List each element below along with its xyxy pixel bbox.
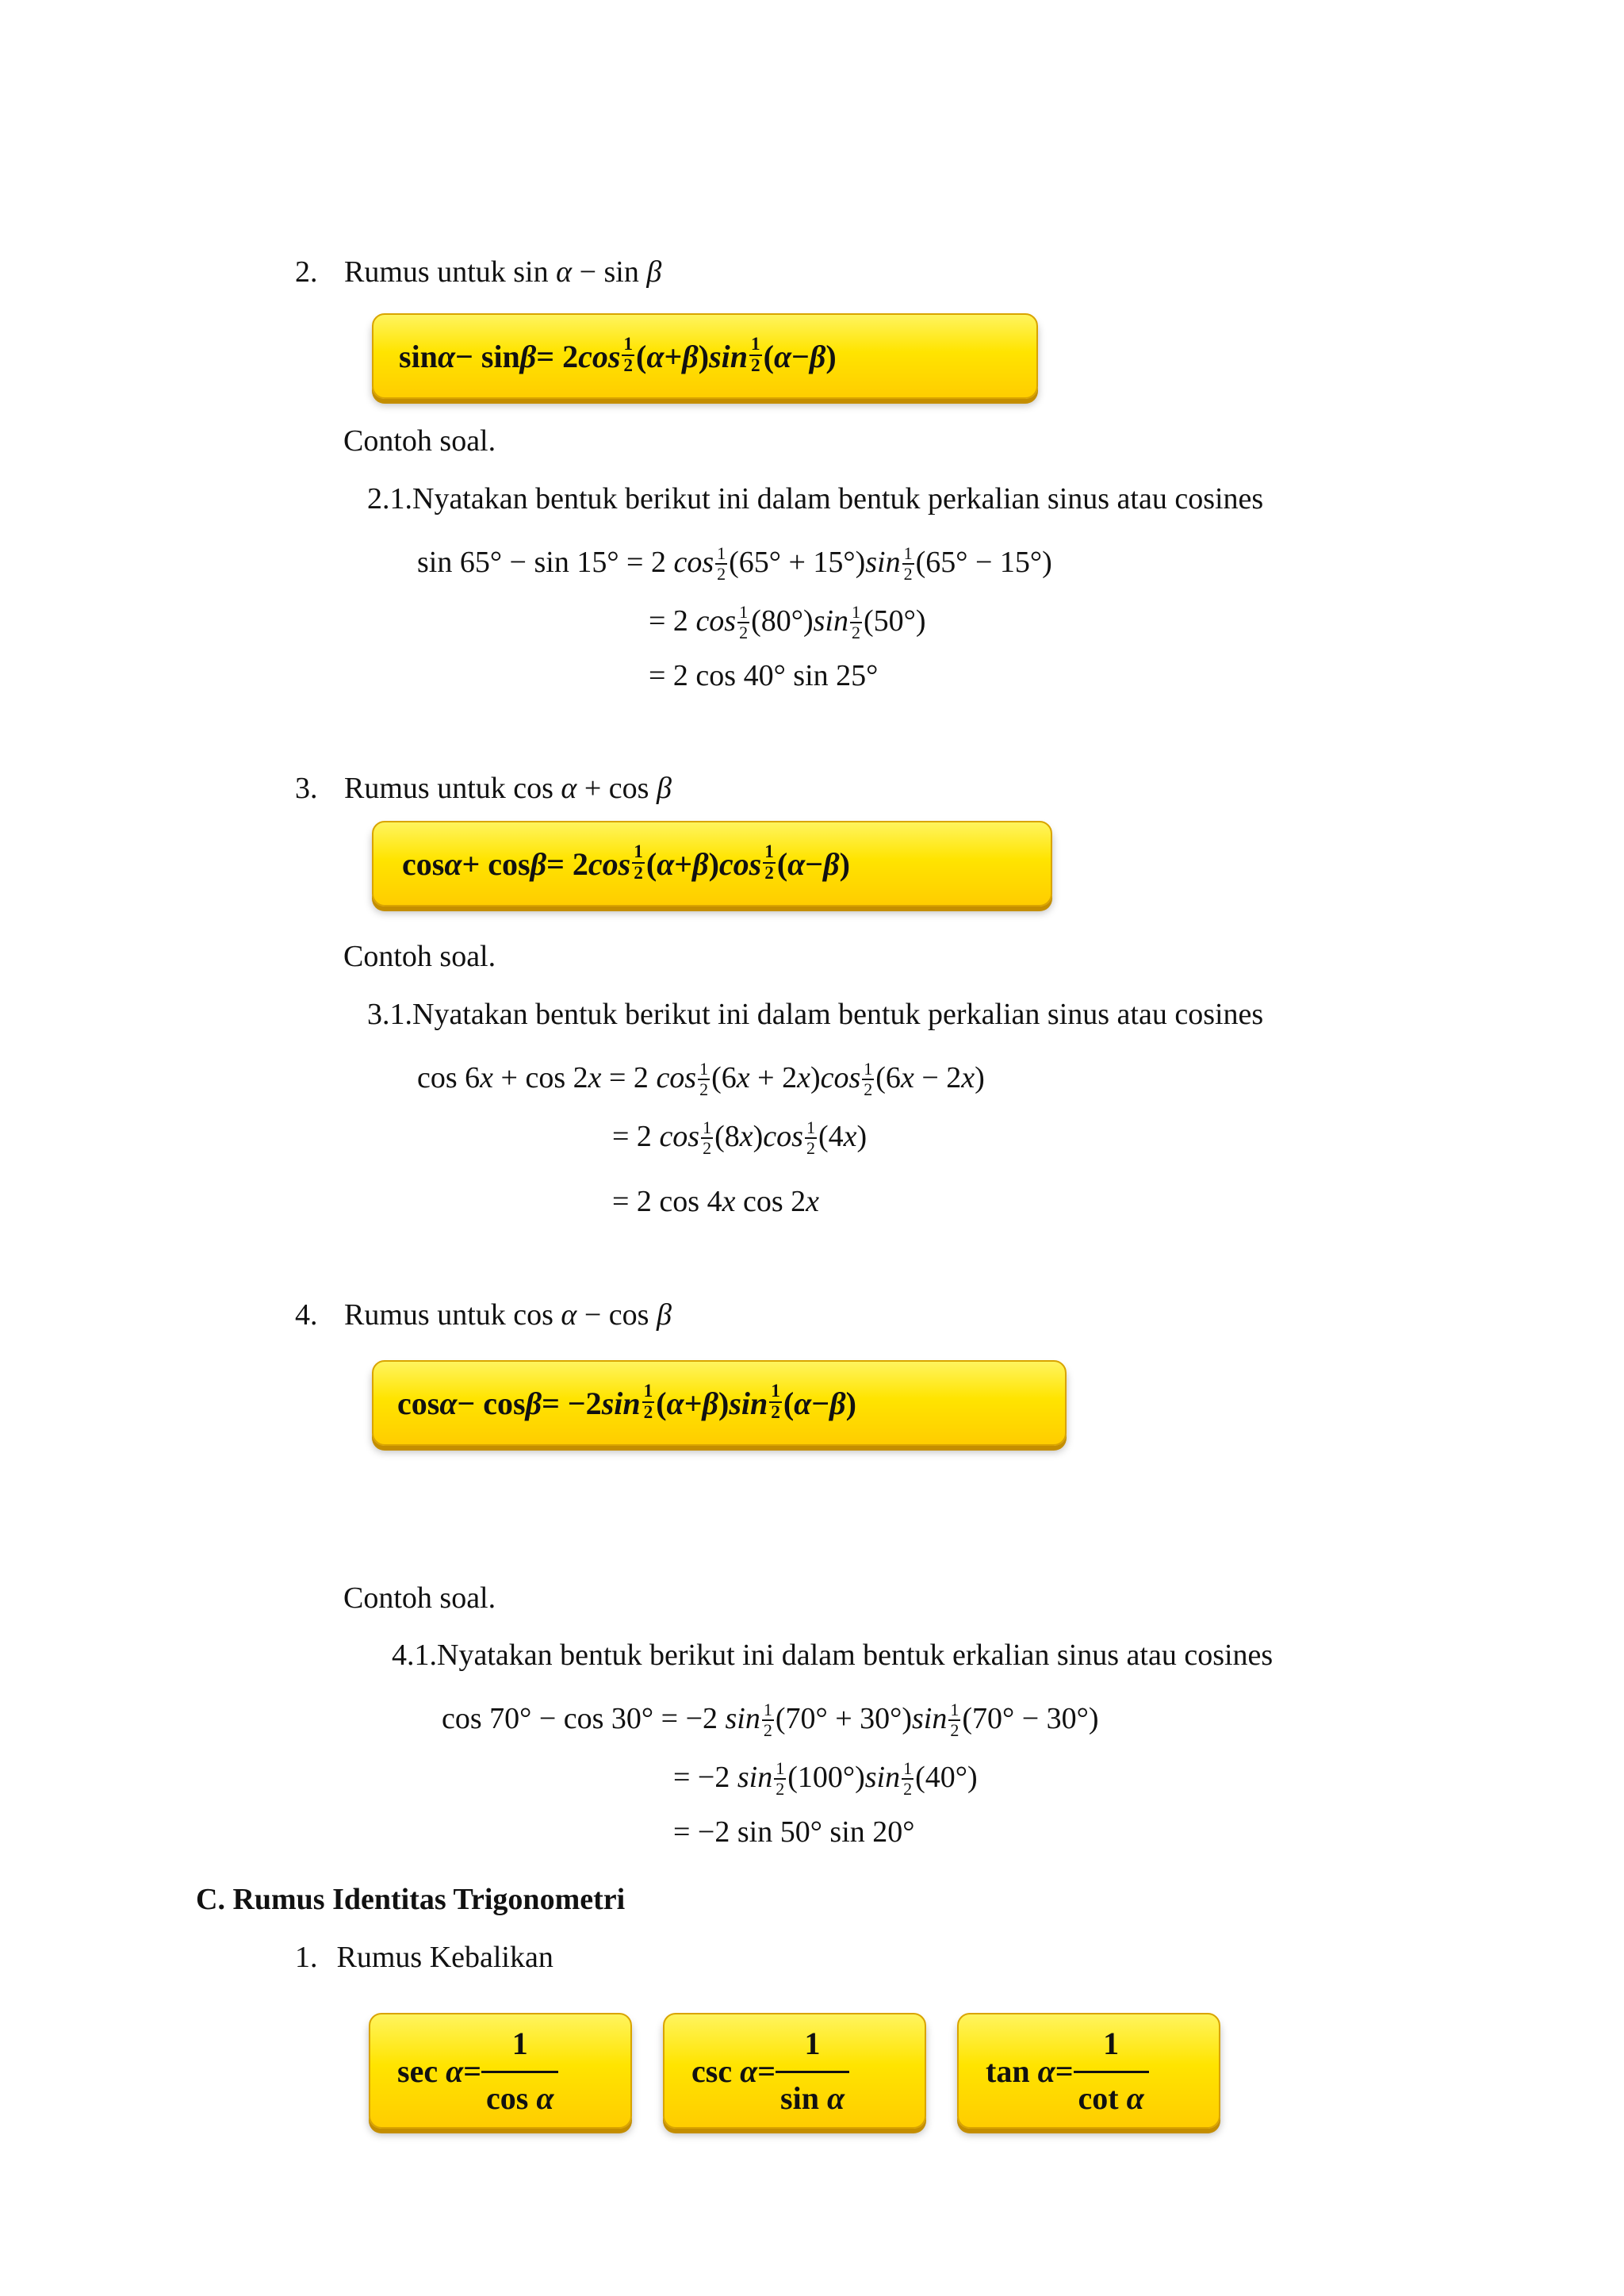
section-c-item-1: 1. Rumus Kebalikan [295, 1941, 553, 1974]
example-3-1-prompt: 3.1.Nyatakan bentuk berikut ini dalam bentuk perkalian sinus atau cosines [367, 998, 1264, 1031]
reciprocal-box-tan: tan α = $\frac{1}{\text{cot α}}$ [957, 2013, 1220, 2129]
fraction-half: $\frac{1}{2}$ [699, 1058, 709, 1099]
example-2-1-line-2: = 2 cos $\frac{1}{2}$ (80°)sin $\frac{1}{2}$ (50°) [649, 601, 926, 642]
fraction-half: $\frac{1}{2}$ [751, 333, 760, 376]
fraction-half: $\frac{1}{2}$ [643, 1380, 653, 1423]
fraction-half: $\frac{1}{2}$ [634, 841, 643, 884]
example-2-1-line-3: = 2 cos 40° sin 25° [649, 659, 879, 692]
contoh-soal-2: Contoh soal. [343, 424, 496, 458]
fraction-half: $\frac{1}{2}$ [703, 1117, 712, 1158]
fraction-half: $\frac{1}{2}$ [851, 601, 860, 642]
item-2-heading: 2. Rumus untuk sin α − sin β [295, 255, 662, 289]
reciprocal-box-sec: sec α = $\frac{1}{\text{cos α}}$ [369, 2013, 632, 2129]
formula-box-cos-plus-cos: cos α + cos β = 2 cos $\frac{1}{2}$ ( α + β ) cos $\frac{1}{2}$ ( α − β ) [372, 821, 1052, 907]
fraction-one-over-sin: $\frac{1}{\text{sin α}}$ [776, 2028, 849, 2114]
formula-box-cos-minus-cos: cos α − cos β = −2 sin $\frac{1}{2}$ ( α + β ) sin $\frac{1}{2}$ ( α − β ) [372, 1360, 1067, 1446]
contoh-soal-3: Contoh soal. [343, 940, 496, 973]
example-3-1-line-2: = 2 cos $\frac{1}{2}$ (8x)cos $\frac{1}{2}$ (4x) [612, 1117, 868, 1158]
fraction-half: $\frac{1}{2}$ [903, 1757, 913, 1799]
fraction-half: $\frac{1}{2}$ [950, 1699, 959, 1740]
item-2-number: 2. [295, 255, 318, 289]
fraction-one-over-cot: $\frac{1}{\text{cot α}}$ [1074, 2028, 1149, 2114]
example-3-1-line-3: = 2 cos 4x cos 2x [612, 1185, 819, 1218]
example-4-1-line-1: cos 70° − cos 30° = −2 sin $\frac{1}{2}$ (70° + 30°)sin $\frac{1}{2}$ (70° − 30°) [442, 1699, 1099, 1740]
contoh-soal-4: Contoh soal. [343, 1581, 496, 1615]
fraction-half: $\frac{1}{2}$ [864, 1058, 873, 1099]
fraction-half: $\frac{1}{2}$ [739, 601, 749, 642]
section-c-title: C. Rumus Identitas Trigonometri [196, 1883, 626, 1916]
fraction-half: $\frac{1}{2}$ [717, 542, 726, 584]
example-4-1-line-3: = −2 sin 50° sin 20° [673, 1815, 915, 1849]
reciprocal-box-csc: csc α = $\frac{1}{\text{sin α}}$ [663, 2013, 926, 2129]
fraction-half: $\frac{1}{2}$ [764, 841, 774, 884]
fraction-half: $\frac{1}{2}$ [771, 1380, 780, 1423]
formula-box-sin-minus-sin: sin α − sin β = 2 cos $\frac{1}{2}$ ( α + β ) sin $\frac{1}{2}$ ( α − β ) [372, 313, 1038, 399]
example-2-1-line-1: sin 65° − sin 15° = 2 cos $\frac{1}{2}$ (65° + 15°)sin $\frac{1}{2}$ (65° − 15°) [417, 542, 1052, 584]
example-4-1-line-2: = −2 sin $\frac{1}{2}$ (100°)sin $\frac{1}{2}$ (40°) [673, 1757, 978, 1799]
item-3-number: 3. [295, 772, 318, 805]
example-4-1-prompt: 4.1.Nyatakan bentuk berikut ini dalam bentuk erkalian sinus atau cosines [392, 1639, 1274, 1672]
item-4-heading: 4. Rumus untuk cos α − cos β [295, 1298, 672, 1332]
fraction-half: $\frac{1}{2}$ [776, 1757, 785, 1799]
item-3-heading: 3. Rumus untuk cos α + cos β [295, 772, 672, 805]
item-4-number: 4. [295, 1298, 318, 1332]
fraction-half: $\frac{1}{2}$ [763, 1699, 772, 1740]
fraction-one-over-cos: $\frac{1}{\text{cos α}}$ [481, 2028, 558, 2114]
fraction-half: $\frac{1}{2}$ [806, 1117, 815, 1158]
example-3-1-line-1: cos 6x + cos 2x = 2 cos $\frac{1}{2}$ (6x + 2x)cos $\frac{1}{2}$ (6x − 2x) [417, 1058, 985, 1099]
example-2-1-prompt: 2.1.Nyatakan bentuk berikut ini dalam bentuk perkalian sinus atau cosines [367, 482, 1264, 516]
fraction-half: $\frac{1}{2}$ [903, 542, 913, 584]
fraction-half: $\frac{1}{2}$ [623, 333, 634, 376]
